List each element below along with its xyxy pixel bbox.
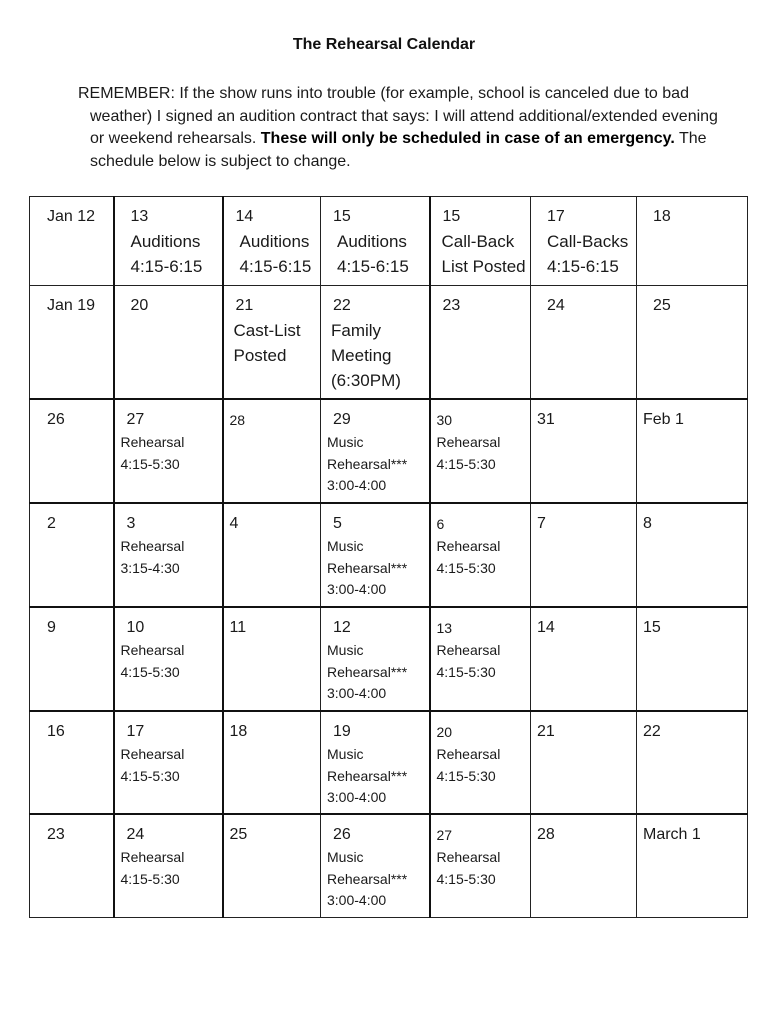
day-number: 26	[47, 411, 65, 428]
calendar-day-cell	[637, 197, 748, 286]
event-line: 3:00-4:00	[327, 892, 387, 908]
rehearsal-calendar-table	[29, 196, 748, 918]
day-number: 6	[436, 516, 445, 532]
calendar-day-cell	[637, 814, 748, 918]
day-number: 12	[333, 619, 351, 636]
event-line: List Posted	[441, 257, 526, 276]
event-line: Music	[327, 642, 364, 658]
calendar-day-cell	[430, 286, 531, 400]
event-line: Rehearsal	[436, 538, 501, 554]
event-line: 4:15-5:30	[120, 455, 180, 472]
event-line: 3:00-4:00	[327, 581, 387, 597]
day-number: 3	[126, 515, 136, 532]
day-number: 23	[47, 826, 65, 843]
calendar-day-cell	[430, 399, 531, 503]
event-line: Music	[327, 746, 364, 762]
calendar-week-row	[30, 399, 748, 503]
event-line: Auditions	[239, 232, 310, 251]
calendar-day-cell	[30, 399, 114, 503]
event-line: Rehearsal	[436, 642, 501, 658]
calendar-day-cell	[321, 503, 430, 607]
page-title: The Rehearsal Calendar	[292, 36, 476, 53]
event-line: 4:15-6:15	[337, 257, 409, 276]
event-line: 4:15-5:30	[436, 870, 496, 887]
event-line: Rehearsal	[120, 746, 185, 762]
day-number: 8	[643, 515, 652, 532]
event-line: 4:15-6:15	[130, 257, 203, 276]
calendar-day-cell	[430, 197, 531, 286]
day-number: 28	[229, 412, 246, 428]
intro-lead: REMEMBER: If the show runs into trouble (for example, school is canceled due to bad weather) I signed an audition contract that says: I will attend additional/extended evening or weekend rehearsals.	[78, 85, 718, 147]
calendar-week-row	[30, 711, 748, 814]
calendar-day-cell	[223, 286, 321, 400]
calendar-day-cell	[114, 607, 223, 711]
event-line: Rehearsal	[120, 642, 185, 658]
calendar-day-cell	[223, 814, 321, 918]
day-number: 22	[643, 723, 661, 740]
calendar-day-cell	[223, 711, 321, 814]
calendar-day-cell	[637, 711, 748, 814]
event-line: Rehearsal***	[327, 767, 408, 784]
day-number: 7	[537, 515, 546, 532]
day-number: 23	[442, 297, 461, 314]
event-line: Rehearsal	[120, 849, 185, 865]
day-number: 30	[436, 412, 453, 428]
calendar-day-cell	[223, 503, 321, 607]
calendar-day-cell	[637, 607, 748, 711]
intro-paragraph	[78, 83, 720, 173]
calendar-day-cell	[531, 814, 637, 918]
day-number: 20	[436, 724, 453, 740]
day-number: 15	[643, 619, 661, 636]
calendar-day-cell	[321, 197, 430, 286]
calendar-day-cell	[223, 399, 321, 503]
calendar-day-cell	[114, 814, 223, 918]
calendar-day-cell	[531, 286, 637, 400]
intro-tail: The schedule below is subject to change.	[90, 130, 707, 170]
calendar-day-cell	[114, 286, 223, 400]
calendar-week-row	[30, 607, 748, 711]
calendar-day-cell	[30, 503, 114, 607]
day-number: 17	[547, 208, 565, 225]
day-number: 27	[126, 411, 145, 428]
event-line: Music	[327, 849, 364, 865]
event-line: 4:15-5:30	[436, 455, 496, 472]
event-line: (6:30PM)	[331, 371, 401, 390]
day-number: March 1	[643, 826, 701, 843]
day-number: 26	[333, 826, 351, 843]
day-number: 13	[130, 208, 149, 225]
event-line: Music	[327, 538, 364, 554]
day-number: 9	[47, 619, 56, 636]
calendar-day-cell	[430, 503, 531, 607]
calendar-day-cell	[321, 711, 430, 814]
event-line: 4:15-6:15	[547, 257, 619, 276]
event-line: Call-Back	[441, 232, 515, 251]
day-number: 2	[47, 515, 56, 532]
event-line: Rehearsal***	[327, 559, 408, 576]
calendar-day-cell	[321, 607, 430, 711]
day-number: 18	[229, 723, 248, 740]
calendar-body	[30, 197, 748, 918]
day-number: 15	[442, 208, 461, 225]
calendar-day-cell	[114, 503, 223, 607]
event-line: 3:00-4:00	[327, 789, 387, 805]
calendar-week-row	[30, 197, 748, 286]
day-number: 31	[537, 411, 555, 428]
day-number: 5	[333, 515, 342, 532]
event-line: 3:00-4:00	[327, 477, 387, 493]
event-line: 4:15-5:30	[436, 767, 496, 784]
event-line: 4:15-5:30	[436, 663, 496, 680]
calendar-week-row	[30, 503, 748, 607]
day-number: 19	[333, 723, 351, 740]
day-number: 13	[436, 620, 453, 636]
day-number: Jan 12	[47, 208, 96, 225]
event-line: Rehearsal***	[327, 870, 408, 887]
calendar-day-cell	[114, 711, 223, 814]
calendar-week-row	[30, 286, 748, 400]
calendar-day-cell	[531, 607, 637, 711]
event-line: Rehearsal	[120, 538, 185, 554]
event-line: 4:15-5:30	[120, 663, 180, 680]
day-number: 17	[126, 723, 145, 740]
calendar-day-cell	[30, 814, 114, 918]
event-line: Posted	[233, 346, 287, 365]
event-line: Rehearsal***	[327, 663, 408, 680]
day-number: 25	[653, 297, 671, 314]
day-number: 15	[333, 208, 351, 225]
day-number: Feb 1	[643, 411, 684, 428]
calendar-day-cell	[430, 607, 531, 711]
calendar-day-cell	[637, 399, 748, 503]
event-line: 4:15-5:30	[436, 559, 496, 576]
day-number: 27	[436, 827, 453, 843]
event-line: 4:15-5:30	[120, 870, 180, 887]
event-line: 4:15-5:30	[120, 767, 180, 784]
calendar-day-cell	[30, 711, 114, 814]
event-line: Rehearsal	[120, 434, 185, 450]
event-line: Auditions	[337, 232, 407, 251]
calendar-day-cell	[430, 711, 531, 814]
event-line: Meeting	[331, 346, 392, 365]
calendar-day-cell	[531, 197, 637, 286]
day-number: 22	[333, 297, 351, 314]
event-line: 4:15-6:15	[239, 257, 312, 276]
day-number: 29	[333, 411, 351, 428]
calendar-day-cell	[30, 197, 114, 286]
day-number: 21	[537, 723, 555, 740]
event-line: Rehearsal	[436, 434, 501, 450]
event-line: 3:15-4:30	[120, 559, 180, 576]
day-number: 28	[537, 826, 555, 843]
day-number: 16	[47, 723, 65, 740]
calendar-day-cell	[30, 607, 114, 711]
calendar-day-cell	[114, 399, 223, 503]
intro-bold: These will only be scheduled in case of an emergency.	[260, 130, 675, 147]
calendar-day-cell	[637, 286, 748, 400]
calendar-day-cell	[430, 814, 531, 918]
event-line: Family	[331, 321, 382, 340]
day-number: 20	[130, 297, 149, 314]
event-line: Rehearsal	[436, 849, 501, 865]
calendar-day-cell	[30, 286, 114, 400]
day-number: 14	[537, 619, 555, 636]
calendar-day-cell	[321, 814, 430, 918]
day-number: 14	[235, 208, 254, 225]
calendar-day-cell	[531, 711, 637, 814]
calendar-day-cell	[321, 286, 430, 400]
event-line: Rehearsal***	[327, 455, 408, 472]
event-line: Music	[327, 434, 364, 450]
calendar-day-cell	[223, 607, 321, 711]
event-line: Cast-List	[233, 321, 301, 340]
calendar-day-cell	[531, 399, 637, 503]
day-number: 4	[229, 515, 239, 532]
event-line: Rehearsal	[436, 746, 501, 762]
day-number: 10	[126, 619, 145, 636]
day-number: 24	[126, 826, 145, 843]
calendar-day-cell	[114, 197, 223, 286]
calendar-day-cell	[637, 503, 748, 607]
day-number: 21	[235, 297, 254, 314]
calendar-day-cell	[321, 399, 430, 503]
day-number: 25	[229, 826, 248, 843]
event-line: Auditions	[130, 232, 201, 251]
day-number: 18	[653, 208, 671, 225]
event-line: 3:00-4:00	[327, 685, 387, 701]
event-line: Call-Backs	[547, 232, 629, 251]
calendar-day-cell	[223, 197, 321, 286]
calendar-day-cell	[531, 503, 637, 607]
day-number: Jan 19	[47, 297, 96, 314]
day-number: 11	[229, 619, 247, 636]
day-number: 24	[547, 297, 565, 314]
calendar-week-row	[30, 814, 748, 918]
